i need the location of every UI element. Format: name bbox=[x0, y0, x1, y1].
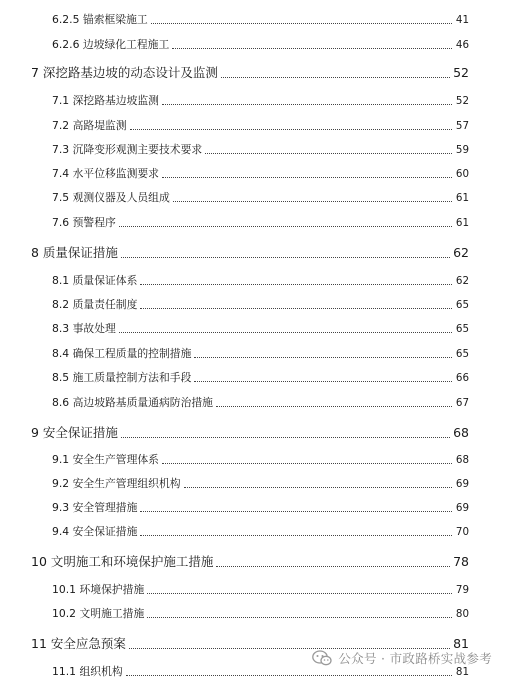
toc-chapter-page: 68 bbox=[453, 425, 469, 440]
toc-entry-label: 6.2.6 边坡绿化工程施工 bbox=[52, 38, 170, 51]
leader-dots bbox=[173, 200, 452, 202]
toc-entry-page: 52 bbox=[455, 95, 469, 107]
leader-dots bbox=[119, 225, 452, 227]
toc-entry-9-2[interactable] bbox=[52, 476, 469, 491]
leader-dots bbox=[162, 176, 452, 178]
toc-entry-page: 46 bbox=[455, 39, 469, 51]
toc-entry-label: 9.4 安全保证措施 bbox=[52, 525, 138, 538]
leader-dots bbox=[140, 283, 452, 285]
leader-dots bbox=[162, 103, 452, 105]
toc-entry-label: 11.1 组织机构 bbox=[52, 665, 123, 678]
leader-dots bbox=[130, 128, 452, 130]
toc-entry-9-1[interactable] bbox=[52, 452, 469, 467]
toc-entry-label: 10.2 文明施工措施 bbox=[52, 607, 145, 620]
leader-dots bbox=[162, 462, 452, 464]
toc-entry-8-2[interactable] bbox=[52, 297, 469, 312]
toc-entry-page: 59 bbox=[455, 144, 469, 156]
leader-dots bbox=[216, 565, 450, 567]
leader-dots bbox=[140, 307, 452, 309]
toc-entry-label: 8.6 高边坡路基质量通病防治措施 bbox=[52, 396, 213, 409]
toc-entry-label: 9.1 安全生产管理体系 bbox=[52, 453, 159, 466]
toc-entry-8-6[interactable] bbox=[52, 395, 469, 410]
toc-entry-7-1[interactable] bbox=[52, 93, 469, 108]
toc-entry-label: 10.1 环境保护措施 bbox=[52, 583, 145, 596]
toc-entry-label: 7.3 沉降变形观测主要技术要求 bbox=[52, 143, 203, 156]
toc-entry-7-4[interactable] bbox=[52, 166, 469, 181]
leader-dots bbox=[194, 380, 452, 382]
leader-dots bbox=[147, 592, 452, 594]
toc-entry-page: 61 bbox=[455, 217, 469, 229]
toc-chapter-label: 10 文明施工和环境保护施工措施 bbox=[31, 554, 214, 569]
toc-chapter-page: 78 bbox=[453, 554, 469, 569]
toc-entry-page: 60 bbox=[455, 168, 469, 180]
toc-entry-page: 81 bbox=[455, 666, 469, 678]
toc-chapter-page: 62 bbox=[453, 245, 469, 260]
toc-entry-9-3[interactable] bbox=[52, 500, 469, 515]
toc-chapter-9[interactable] bbox=[31, 423, 469, 441]
toc-entry-label: 8.4 确保工程质量的控制措施 bbox=[52, 347, 192, 360]
watermark-text: 公众号 · 市政路桥实战参考 bbox=[338, 651, 492, 666]
toc-entry-page: 61 bbox=[455, 192, 469, 204]
toc-entry-page: 66 bbox=[455, 372, 469, 384]
toc-entry-label: 6.2.5 锚索框梁施工 bbox=[52, 13, 148, 26]
leader-dots bbox=[221, 76, 450, 78]
leader-dots bbox=[172, 47, 452, 49]
toc-entry-page: 69 bbox=[455, 478, 469, 490]
toc-entry-page: 80 bbox=[455, 608, 469, 620]
toc-entry-7-5[interactable] bbox=[52, 190, 469, 205]
toc-entry-page: 67 bbox=[455, 397, 469, 409]
leader-dots bbox=[140, 534, 452, 536]
toc-entry-page: 68 bbox=[455, 454, 469, 466]
toc-entry-page: 70 bbox=[455, 526, 469, 538]
toc-chapter-label: 9 安全保证措施 bbox=[31, 425, 118, 440]
toc-chapter-page: 52 bbox=[453, 65, 469, 80]
toc-entry-8-1[interactable] bbox=[52, 273, 469, 288]
toc-entry-label: 8.5 施工质量控制方法和手段 bbox=[52, 371, 192, 384]
leader-dots bbox=[205, 152, 452, 154]
toc-entry-8-5[interactable] bbox=[52, 370, 469, 385]
toc-entry-10-1[interactable] bbox=[52, 582, 469, 597]
leader-dots bbox=[151, 22, 452, 24]
wechat-icon bbox=[312, 650, 332, 666]
watermark bbox=[312, 649, 492, 667]
toc-entry-label: 8.3 事故处理 bbox=[52, 322, 116, 335]
toc-chapter-8[interactable] bbox=[31, 243, 469, 261]
toc-entry-page: 41 bbox=[455, 14, 469, 26]
leader-dots bbox=[147, 616, 452, 618]
toc-entry-7-6[interactable] bbox=[52, 215, 469, 230]
leader-dots bbox=[119, 331, 452, 333]
toc-entry-page: 65 bbox=[455, 323, 469, 335]
toc-entry-7-2[interactable] bbox=[52, 118, 469, 133]
toc-entry-label: 7.1 深挖路基边坡监测 bbox=[52, 94, 159, 107]
toc-entry-7-3[interactable] bbox=[52, 142, 469, 157]
toc-entry-page: 62 bbox=[455, 275, 469, 287]
toc-entry-6-2-5[interactable] bbox=[52, 12, 469, 27]
leader-dots bbox=[194, 356, 452, 358]
toc-chapter-7[interactable] bbox=[31, 63, 469, 81]
toc-entry-page: 65 bbox=[455, 348, 469, 360]
toc-chapter-10[interactable] bbox=[31, 552, 469, 570]
leader-dots bbox=[121, 256, 450, 258]
toc-entry-10-2[interactable] bbox=[52, 606, 469, 621]
toc-entry-label: 8.2 质量责任制度 bbox=[52, 298, 138, 311]
toc-entry-label: 7.4 水平位移监测要求 bbox=[52, 167, 159, 180]
toc-chapter-label: 8 质量保证措施 bbox=[31, 245, 118, 260]
leader-dots bbox=[121, 436, 450, 438]
toc-entry-label: 9.3 安全管理措施 bbox=[52, 501, 138, 514]
toc-chapter-page: 81 bbox=[453, 636, 469, 651]
toc-entry-label: 7.2 高路堤监测 bbox=[52, 119, 127, 132]
toc-entry-page: 69 bbox=[455, 502, 469, 514]
leader-dots bbox=[140, 510, 452, 512]
toc-entry-8-3[interactable] bbox=[52, 321, 469, 336]
toc-entry-page: 79 bbox=[455, 584, 469, 596]
toc-entry-9-4[interactable] bbox=[52, 524, 469, 539]
toc-entry-page: 65 bbox=[455, 299, 469, 311]
toc-entry-label: 7.5 观测仪器及人员组成 bbox=[52, 191, 170, 204]
toc-entry-label: 8.1 质量保证体系 bbox=[52, 274, 138, 287]
toc-entry-label: 9.2 安全生产管理组织机构 bbox=[52, 477, 181, 490]
leader-dots bbox=[216, 405, 452, 407]
toc-chapter-label: 11 安全应急预案 bbox=[31, 636, 126, 651]
leader-dots bbox=[184, 486, 452, 488]
toc-entry-label: 7.6 预警程序 bbox=[52, 216, 116, 229]
leader-dots bbox=[126, 674, 452, 676]
toc-entry-page: 57 bbox=[455, 120, 469, 132]
toc-chapter-label: 7 深挖路基边坡的动态设计及监测 bbox=[31, 65, 218, 80]
toc-entry-8-4[interactable] bbox=[52, 346, 469, 361]
toc-entry-6-2-6[interactable] bbox=[52, 37, 469, 52]
